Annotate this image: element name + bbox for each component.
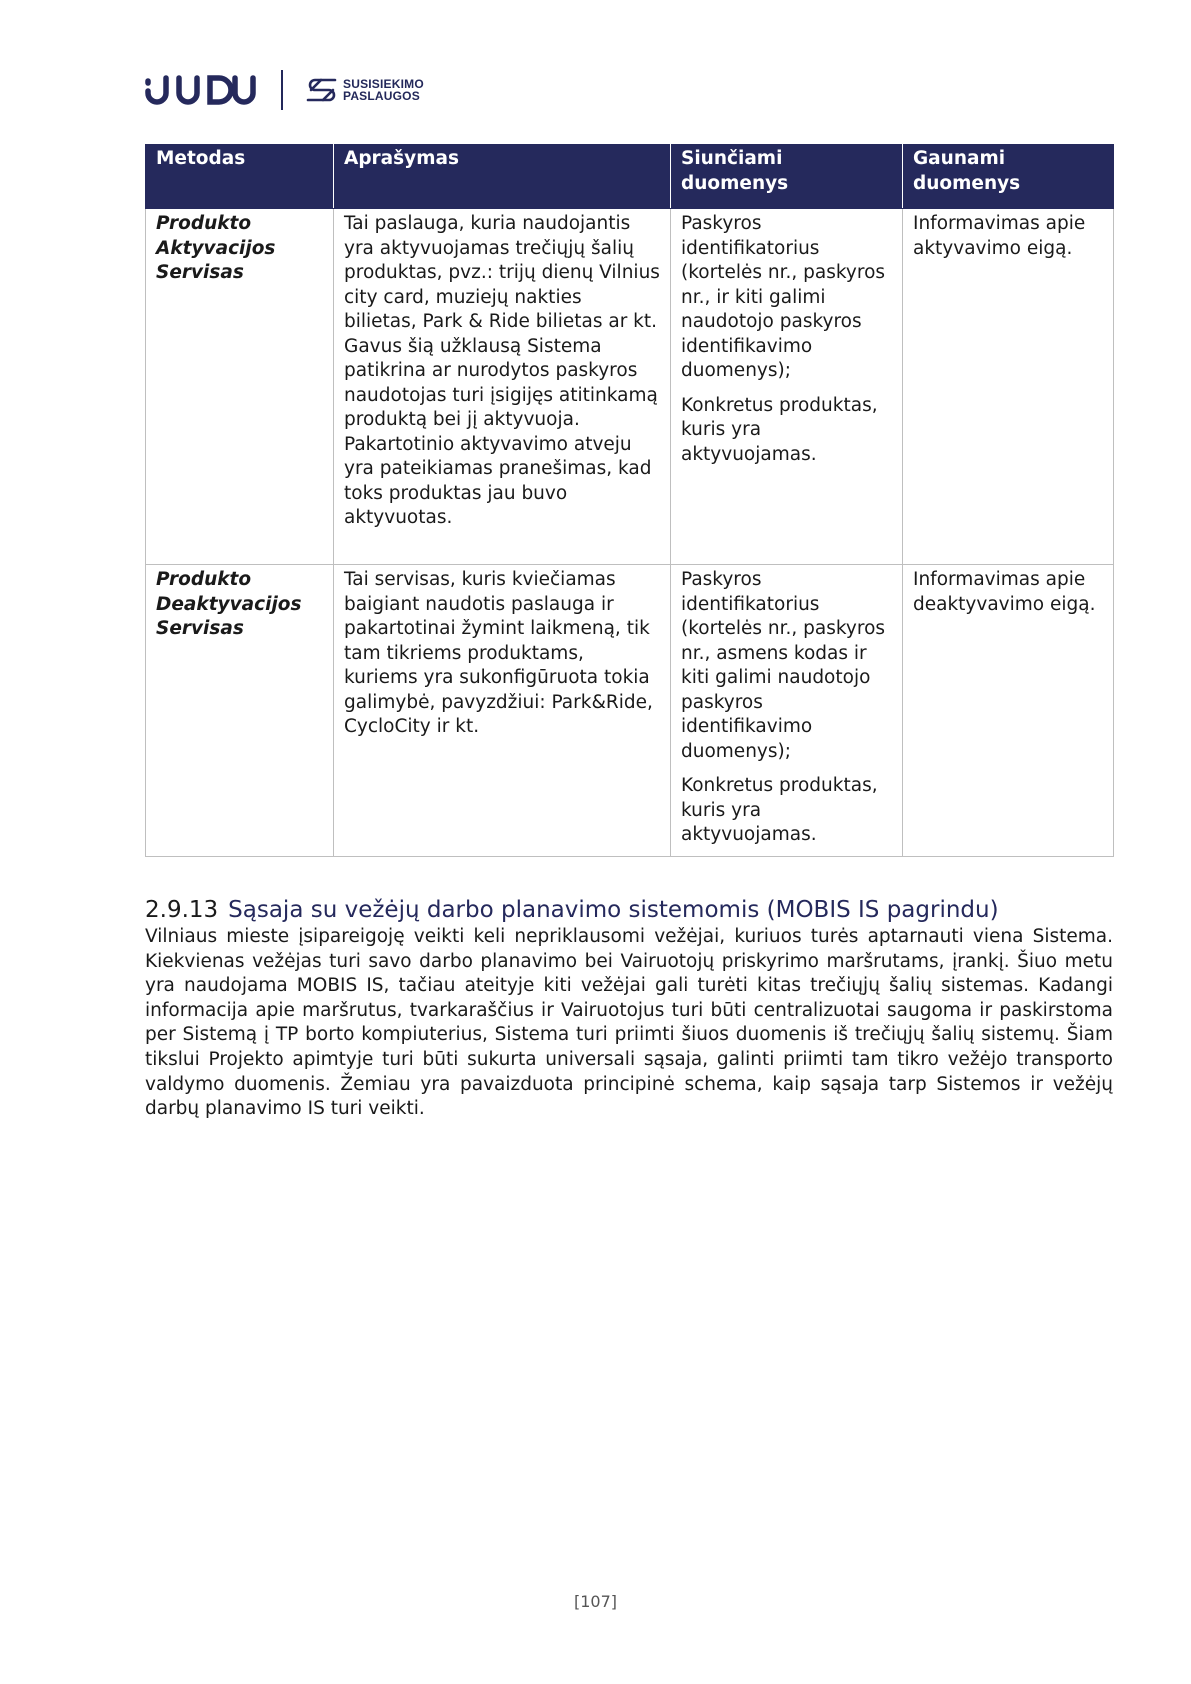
- received-data-cell: Informavimas apie deaktyvavimo eigą.: [903, 565, 1114, 857]
- page-header: [145, 68, 424, 112]
- column-header-metodas: Metodas: [146, 145, 334, 209]
- method-cell: Produkto Aktyvacijos Servisas: [146, 209, 334, 565]
- page-number: [107]: [573, 1592, 618, 1611]
- header-divider: [281, 70, 283, 110]
- description-cell: Tai servisas, kuris kviečiamas baigiant naudotis paslauga ir pakartotinai žymint laikmeną, tik tam tikriems produktams, kuriems yra sukonfigūruota tokia galimybė, pavyzdžiui: Park&Ride, CycloCity ir kt.: [334, 565, 671, 857]
- section-heading: [145, 895, 1113, 925]
- section-title: Sąsaja su vežėjų darbo planavimo sistemomis (MOBIS IS pagrindu): [228, 897, 999, 923]
- column-header-aprasymas: Aprašymas: [334, 145, 671, 209]
- received-data-cell: Informavimas apie aktyvavimo eigą.: [903, 209, 1114, 565]
- table-row: [146, 565, 1114, 857]
- sent-data-item: Paskyros identifikatorius (kortelės nr., paskyros nr., ir kiti galimi naudotojo paskyros identifikavimo duomenys);: [681, 213, 886, 381]
- column-header-siunciami: Siunčiami duomenys: [671, 145, 903, 209]
- methods-table: [145, 144, 1114, 857]
- table-header-row: [146, 145, 1114, 209]
- description-cell: Tai paslauga, kuria naudojantis yra aktyvuojamas trečiųjų šalių produktas, pvz.: trijų dienų Vilnius city card, muziejų nakties bilietas, Park & Ride bilietas ar kt. Gavus šią užklausą Sistema patikrina ar nurodytos paskyros naudotojas turi įsigijęs atitinkamą produktą bei jį aktyvuoja. Pakartotinio aktyvavimo atveju yra pateikiamas pranešimas, kad toks produktas jau buvo aktyvuotas.: [334, 209, 671, 565]
- sent-data-cell: [671, 565, 903, 857]
- table-row: [146, 209, 1114, 565]
- method-cell: Produkto Deaktyvacijos Servisas: [146, 565, 334, 857]
- sent-data-item: Konkretus produktas, kuris yra aktyvuojamas.: [681, 394, 878, 465]
- column-header-gaunami: Gaunami duomenys: [903, 145, 1114, 209]
- section-number: 2.9.13: [145, 897, 219, 923]
- section-paragraph: Vilniaus mieste įsipareigoję veikti keli nepriklausomi vežėjai, kuriuos turės aptarnauti viena Sistema. Kiekvienas vežėjas turi savo darbo planavimo bei Vairuotojų priskyrimo maršrutams, įrankį. Šiuo metu yra naudojama MOBIS IS, tačiau ateityje kiti vežėjai gali turėti kitas trečiųjų šalių sistemas. Kadangi informacija apie maršrutus, tvarkaraščius ir Vairuotojus turi būti centralizuotai saugoma ir paskirstoma per Sistemą į TP borto kompiuterius, Sistema turi priimti šiuos duomenis iš trečiųjų šalių sistemų. Šiam tikslui Projekto apimtyje turi būti sukurta universali sąsaja, galinti priimti tam tikro vežėjo transporto valdymo duomenis. Žemiau yra pavaizduota principinė schema, kaip sąsaja tarp Sistemos ir vežėjų darbų planavimo IS turi veikti.: [145, 926, 1113, 1120]
- partner-logo-text: [343, 78, 424, 102]
- susisiekimo-paslaugos-logo-icon: [305, 77, 339, 103]
- sent-data-cell: [671, 209, 903, 565]
- section-2-9-13: [145, 895, 1113, 1122]
- partner-line-1: SUSISIEKIMO: [343, 77, 424, 91]
- judu-logo: [145, 74, 257, 106]
- partner-line-2: PASLAUGOS: [343, 89, 420, 103]
- sent-data-item: Konkretus produktas, kuris yra aktyvuojamas.: [681, 775, 878, 845]
- sent-data-item: Paskyros identifikatorius (kortelės nr., paskyros nr., asmens kodas ir kiti galimi naudotojo paskyros identifikavimo duomenys);: [681, 569, 886, 762]
